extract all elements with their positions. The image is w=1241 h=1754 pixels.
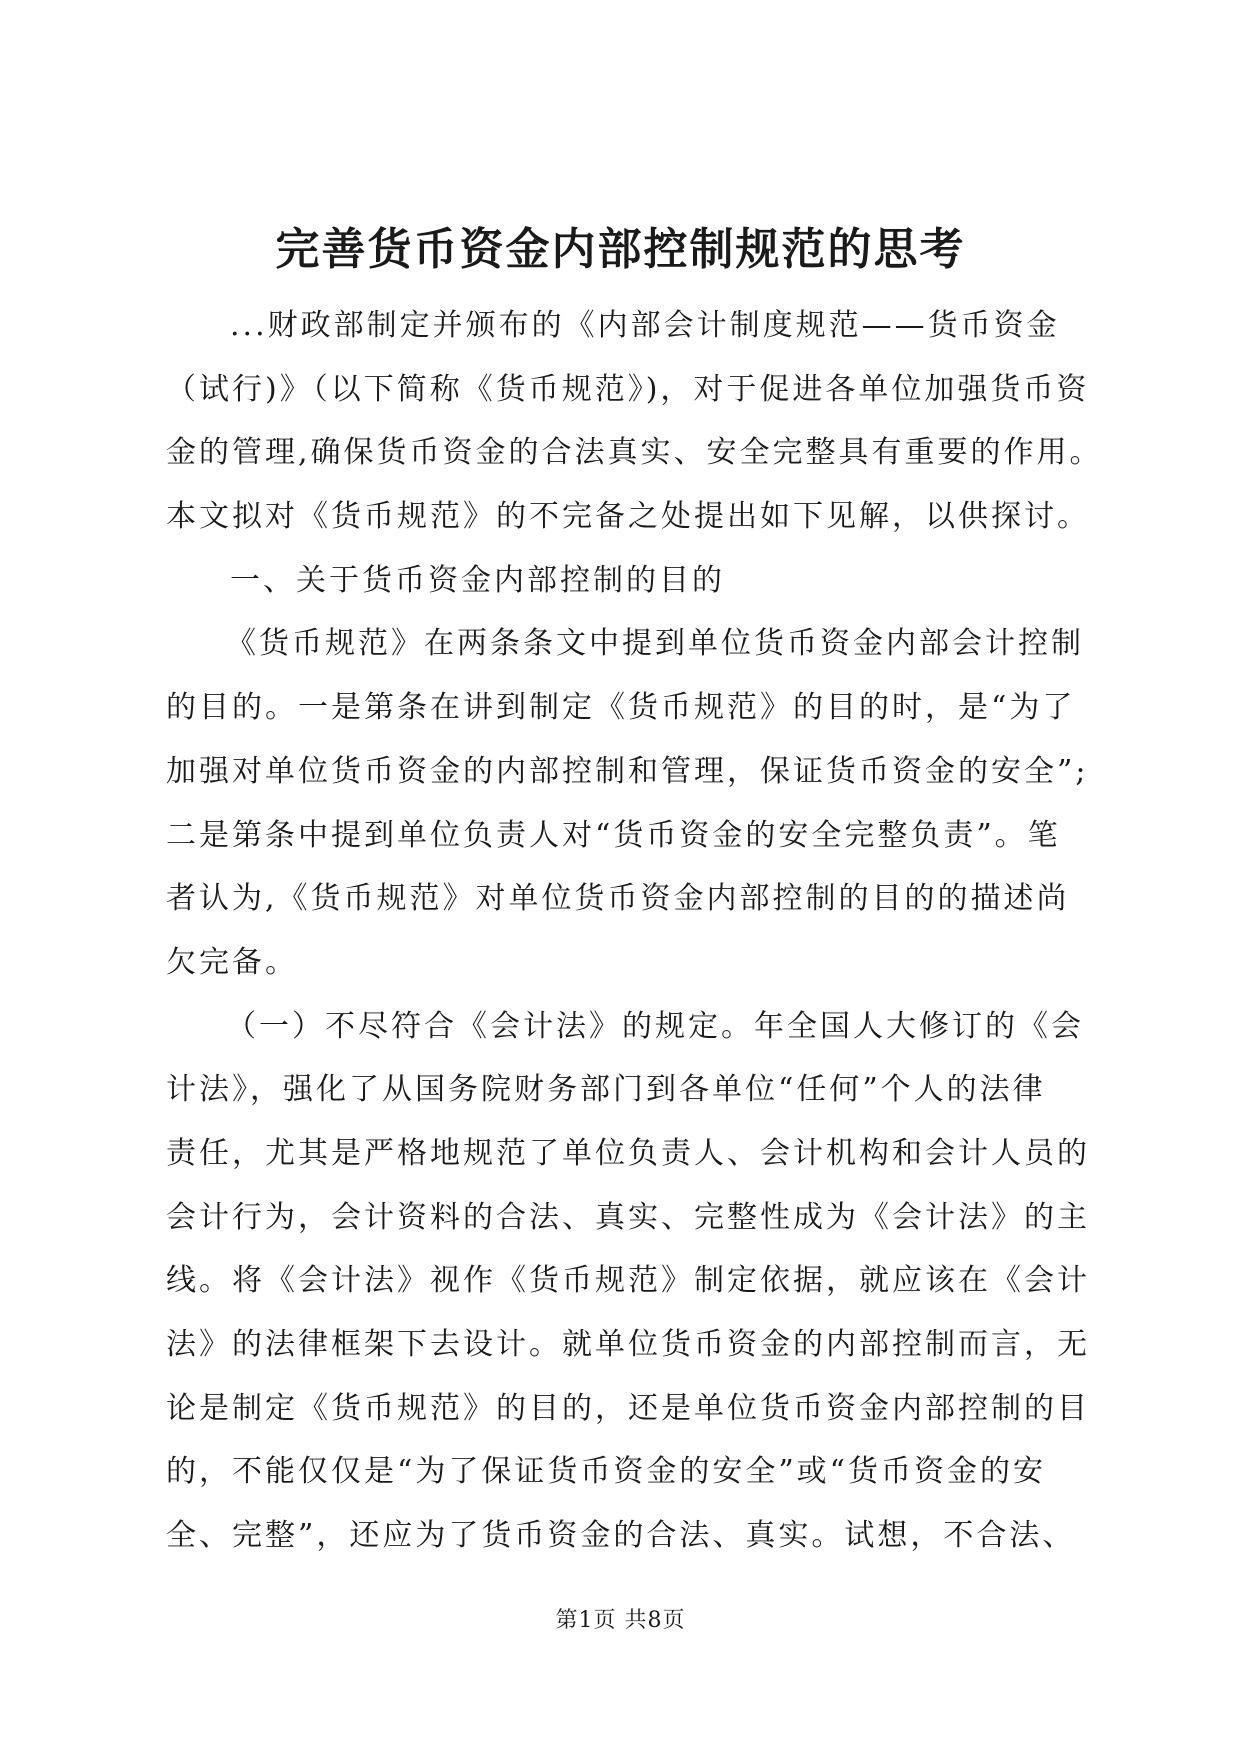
text-line: 全、完整”，还应为了货币资金的合法、真实。试想，不合法、: [166, 1518, 1076, 1554]
text-line: 《货币规范》在两条条文中提到单位货币资金内部会计控制: [226, 626, 1084, 662]
text-line: 的，不能仅仅是“为了保证货币资金的安全”或“货币资金的安: [166, 1454, 1047, 1490]
section-heading: [166, 549, 1086, 613]
text-line: 法》的法律框架下去设计。就单位货币资金的内部控制而言，无: [166, 1327, 1090, 1362]
text-line: （一）不尽符合《会计法》的规定。年全国人大修订的《会: [226, 1008, 1084, 1044]
page-footer: 第1页 共8页: [555, 1608, 686, 1633]
paragraph-intro: [166, 294, 1103, 549]
text-line: 计法》，强化了从国务院财务部门到各单位“任何”个人的法律: [166, 1072, 1046, 1108]
document-body: [166, 294, 1103, 1568]
text-line: 的目的。一是第条在讲到制定《货币规范》的目的时，是“为了: [166, 690, 1076, 726]
text-line: 加强对单位货币资金的内部控制和管理，保证货币资金的安全”;: [166, 753, 1089, 789]
text-line: 论是制定《货币规范》的目的，还是单位货币资金内部控制的目: [166, 1390, 1090, 1426]
paragraph-2: [166, 612, 1089, 994]
text-line: 者认为,《货币规范》对单位货币资金内部控制的目的的描述尚: [166, 881, 1070, 917]
text-line: 金的管理,确保货币资金的合法真实、安全完整具有重要的作用。: [166, 435, 1103, 471]
text-line: 会计行为，会计资料的合法、真实、完整性成为《会计法》的主: [166, 1199, 1090, 1235]
paragraph-3: [166, 995, 1090, 1568]
page-title: 完善货币资金内部控制规范的思考: [275, 224, 966, 275]
text-line: 二是第条中提到单位负责人对“货币资金的安全完整负责”。笔: [166, 817, 1061, 853]
text-line: 线。将《会计法》视作《货币规范》制定依据，就应该在《会计: [166, 1263, 1090, 1299]
text-line: （试行)》（以下简称《货币规范》)，对于促进各单位加强货币资: [166, 371, 1090, 407]
text-line: 一、关于货币资金内部控制的目的: [230, 562, 725, 598]
text-line: ...财政部制定并颁布的《内部会计制度规范——货币资金: [230, 308, 1060, 343]
text-line: 责任，尤其是严格地规范了单位负责人、会计机构和会计人员的: [166, 1135, 1090, 1171]
text-line: 本文拟对《货币规范》的不完备之处提出如下见解，以供探讨。: [166, 499, 1090, 535]
text-line: 欠完备。: [166, 944, 298, 980]
